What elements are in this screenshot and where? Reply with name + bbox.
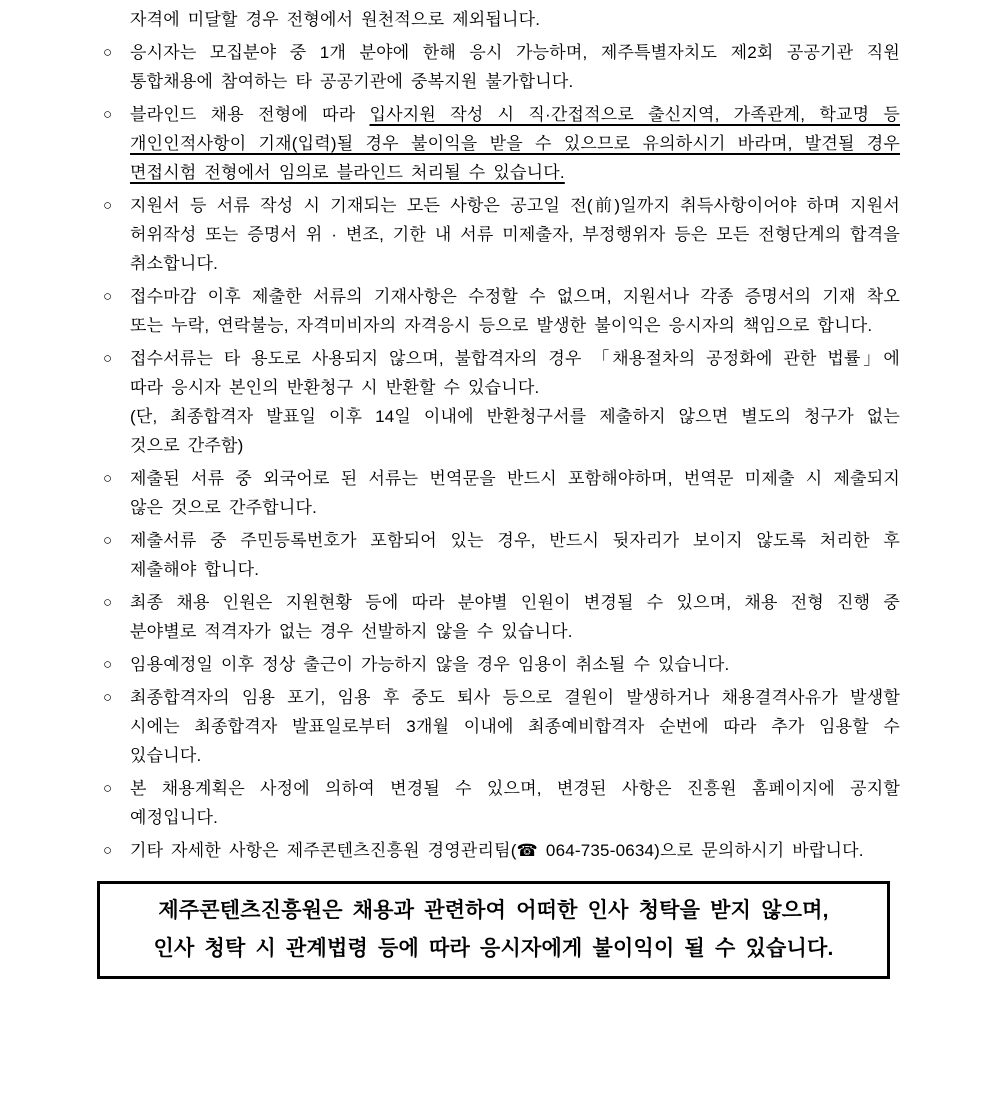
bullet-marker: ○ — [103, 780, 113, 797]
text-segment: 본 채용계획은 사정에 의하여 변경될 수 있으며, 변경된 사항은 진흥원 홈페이지에 공지할 예정입니다. — [130, 779, 900, 827]
text-segment: 지원서 등 서류 작성 시 기재되는 모든 사항은 공고일 전(前)일까지 취득사항이어야 하며 지원서 허위작성 또는 증명서 위 · 변조, 기한 내 서류 미제출자, 부정행위자 등은 모든 전형단계의 합격을 취소합니다. — [130, 196, 900, 273]
bullet-marker: ○ — [103, 532, 113, 549]
notice-item — [103, 774, 900, 832]
notice-item-text — [130, 588, 900, 646]
notice-paragraph — [130, 5, 900, 34]
text-segment: 임용예정일 이후 정상 출근이 가능하지 않을 경우 임용이 취소될 수 있습니다. — [130, 655, 730, 674]
notice-item — [103, 683, 900, 770]
bullet-marker: ○ — [103, 44, 113, 61]
text-segment: 제출서류 중 주민등록번호가 포함되어 있는 경우, 반드시 뒷자리가 보이지 않도록 처리한 후 제출해야 합니다. — [130, 531, 900, 579]
warning-line-2: 인사 청탁 시 관계법령 등에 따라 응시자에게 불이익이 될 수 있습니다. — [153, 937, 834, 960]
notice-paragraph — [130, 588, 900, 646]
notice-paragraph — [130, 282, 900, 340]
notice-item — [103, 836, 900, 865]
notice-item — [103, 5, 900, 34]
text-segment: 접수마감 이후 제출한 서류의 기재사항은 수정할 수 없으며, 지원서나 각종 증명서의 기재 착오 또는 누락, 연락불능, 자격미비자의 자격응시 등으로 발생한 불이익은 응시자의 책임으로 합니다. — [130, 287, 900, 335]
notice-item — [103, 191, 900, 278]
notice-item — [103, 282, 900, 340]
bullet-marker: ○ — [103, 288, 113, 305]
notice-bullet-list — [103, 5, 900, 865]
text-segment: 최종합격자의 임용 포기, 임용 후 중도 퇴사 등으로 결원이 발생하거나 채용결격사유가 발생할 시에는 최종합격자 발표일로부터 3개월 이내에 최종예비합격자 순번에 따라 추가 임용할 수 있습니다. — [130, 688, 900, 765]
notice-paragraph — [130, 191, 900, 278]
notice-paragraph — [130, 526, 900, 584]
text-segment: (단, 최종합격자 발표일 이후 14일 이내에 반환청구서를 제출하지 않으면 별도의 청구가 없는 것으로 간주함) — [130, 407, 900, 455]
notice-item-text — [130, 464, 900, 522]
notice-item-text — [130, 683, 900, 770]
notice-item-text — [130, 100, 900, 187]
notice-paragraph — [130, 38, 900, 96]
notice-item-text — [130, 282, 900, 340]
notice-item-text — [130, 526, 900, 584]
notice-item-text — [130, 344, 900, 460]
notice-item-text — [130, 5, 900, 34]
notice-item — [103, 344, 900, 460]
bullet-marker: ○ — [103, 842, 113, 859]
text-segment: 기타 자세한 사항은 제주콘텐츠진흥원 경영관리팀(☎ 064-735-0634)으로 문의하시기 바랍니다. — [130, 841, 864, 860]
notice-item — [103, 38, 900, 96]
bullet-marker: ○ — [103, 470, 113, 487]
notice-paragraph — [130, 774, 900, 832]
notice-item-text — [130, 774, 900, 832]
bullet-marker: ○ — [103, 656, 113, 673]
notice-paragraph — [130, 650, 900, 679]
notice-item-text — [130, 191, 900, 278]
bullet-marker: ○ — [103, 594, 113, 611]
notice-paragraph — [130, 100, 900, 187]
bullet-marker: ○ — [103, 197, 113, 214]
underlined-text-segment: 입사지원 작성 시 직·간접적으로 출신지역, 가족관계, 학교명 등 개인인적사항이 기재(입력)될 경우 불이익을 받을 수 있으므로 유의하시기 바라며, 발견될 경우 면접시험 전형에서 임의로 블라인드 처리될 수 있습니다. — [130, 105, 900, 182]
notice-item — [103, 588, 900, 646]
notice-paragraph — [130, 402, 900, 460]
notice-paragraph — [130, 464, 900, 522]
notice-item — [103, 650, 900, 679]
notice-item — [103, 526, 900, 584]
bullet-marker: ○ — [103, 106, 113, 123]
notice-paragraph — [130, 836, 900, 865]
notice-item — [103, 100, 900, 187]
text-segment: 제출된 서류 중 외국어로 된 서류는 번역문을 반드시 포함해야하며, 번역문 미제출 시 제출되지 않은 것으로 간주합니다. — [130, 469, 900, 517]
notice-item-text — [130, 836, 900, 865]
text-segment: 블라인드 채용 전형에 따라 — [130, 105, 370, 124]
bullet-marker: ○ — [103, 350, 113, 367]
text-segment: 최종 채용 인원은 지원현황 등에 따라 분야별 인원이 변경될 수 있으며, 채용 전형 진행 중 분야별로 적격자가 없는 경우 선발하지 않을 수 있습니다. — [130, 593, 900, 641]
notice-item — [103, 464, 900, 522]
warning-line-1: 제주콘텐츠진흥원은 채용과 관련하여 어떠한 인사 청탁을 받지 않으며, — [158, 899, 829, 922]
notice-paragraph — [130, 344, 900, 402]
notice-paragraph — [130, 683, 900, 770]
text-segment: 자격에 미달할 경우 전형에서 원천적으로 제외됩니다. — [130, 10, 541, 29]
text-segment: 응시자는 모집분야 중 1개 분야에 한해 응시 가능하며, 제주특별자치도 제2회 공공기관 직원 통합채용에 참여하는 타 공공기관에 중복지원 불가합니다. — [130, 43, 900, 91]
notice-item-text — [130, 650, 900, 679]
notice-item-text — [130, 38, 900, 96]
warning-box — [97, 881, 890, 979]
bullet-marker: ○ — [103, 689, 113, 706]
text-segment: 접수서류는 타 용도로 사용되지 않으며, 불합격자의 경우 「채용절차의 공정화에 관한 법률」에 따라 응시자 본인의 반환청구 시 반환할 수 있습니다. — [130, 349, 900, 397]
